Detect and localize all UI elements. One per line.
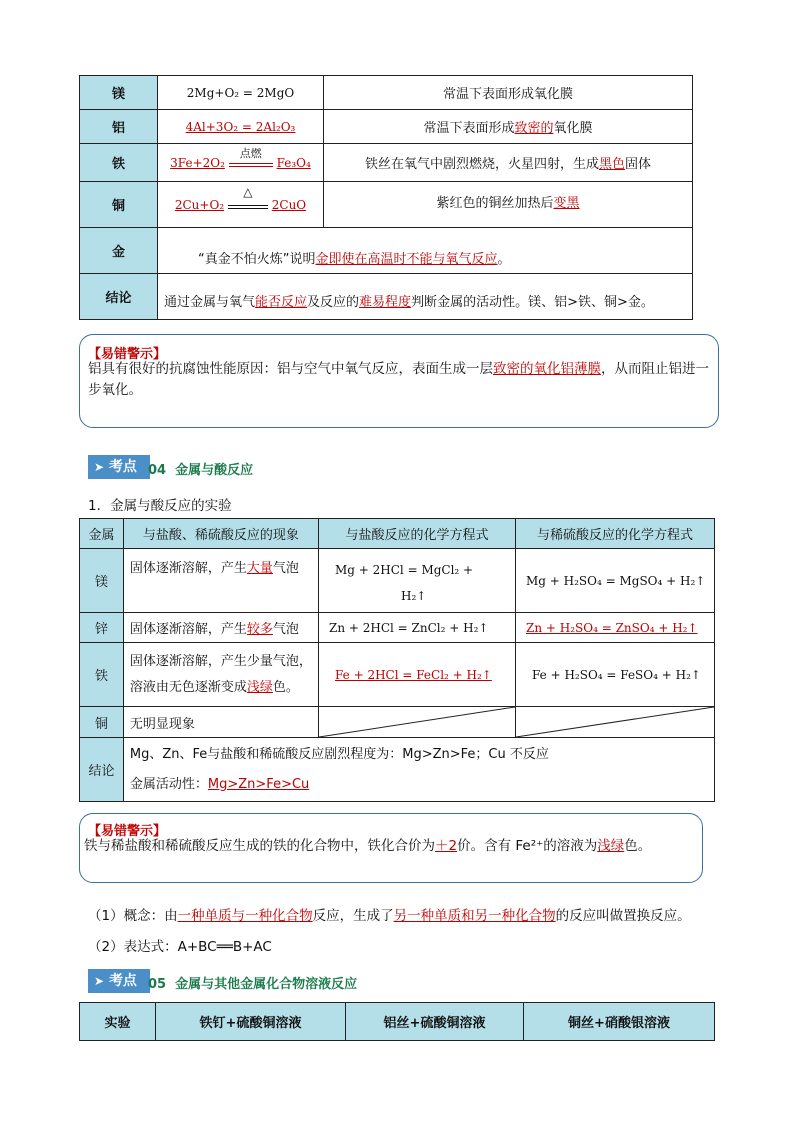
empty-diagonal-cell — [318, 707, 515, 738]
conclusion-label: 结论 — [80, 738, 124, 802]
warning-title: 【易错警示】 — [88, 824, 167, 839]
metal-oxygen-table — [79, 75, 693, 320]
phenomenon-cell: 无明显现象 — [123, 707, 318, 738]
empty-diagonal-cell — [516, 707, 715, 738]
concept-line: （1）概念：由一种单质与一种化合物反应，生成了另一种单质和另一种化合物的反应叫做置换反应。 — [88, 908, 691, 924]
phenomenon-cell: 铁丝在氧气中剧烈燃烧，火星四射，生成黑色固体 — [324, 144, 693, 182]
metal-cell: 金 — [80, 228, 158, 274]
hcl-equation: Mg + 2HCl = MgCl₂ + H₂↑ — [318, 549, 515, 613]
metal-cell: 铁 — [80, 144, 158, 182]
phenomenon-cell: 常温下表面形成致密的氧化膜 — [324, 110, 693, 144]
column-header: 与盐酸反应的化学方程式 — [318, 519, 515, 549]
column-header: 与盐酸、稀硫酸反应的现象 — [123, 519, 318, 549]
phenomenon-cell: 常温下表面形成氧化膜 — [324, 76, 693, 110]
table-row — [80, 228, 693, 274]
column-header: 铝丝+硫酸铜溶液 — [346, 1003, 524, 1041]
subheading: 1．金属与酸反应的实验 — [88, 498, 232, 514]
h2so4-equation: Fe + H₂SO₄ = FeSO₄ + H₂↑ — [516, 643, 715, 707]
metal-cell: 镁 — [80, 549, 124, 613]
conclusion-label: 结论 — [80, 274, 158, 320]
section-title: 05 金属与其他金属化合物溶液反应 — [148, 977, 358, 992]
conclusion-cell: Mg、Zn、Fe与盐酸和稀硫酸反应剧烈程度为：Mg>Zn>Fe；Cu 不反应 金属活动性：Mg>Zn>Fe>Cu — [123, 738, 714, 802]
metal-salt-table — [79, 1002, 715, 1041]
metal-cell: 铜 — [80, 707, 124, 738]
equation-text: 4Al+3O₂ = 2Al₂O₃ — [185, 119, 296, 134]
section-title: 04 金属与酸反应 — [148, 463, 254, 478]
column-header: 铁钉+硫酸铜溶液 — [156, 1003, 346, 1041]
metal-cell: 镁 — [80, 76, 158, 110]
hcl-equation: Zn + 2HCl = ZnCl₂ + H₂↑ — [318, 613, 515, 643]
metal-cell: 铝 — [80, 110, 158, 144]
equation-cell: 2Cu+O₂ △ 2CuO — [158, 182, 324, 228]
table-row — [80, 613, 715, 643]
equation-cell: 3Fe+2O₂ 点燃 Fe₃O₄ — [158, 144, 324, 182]
table-header-row — [80, 1003, 715, 1041]
metal-cell: 锌 — [80, 613, 124, 643]
metal-acid-table — [79, 518, 715, 802]
column-header: 金属 — [80, 519, 124, 549]
phenomenon-cell: 固体逐渐溶解，产生少量气泡， 溶液由无色逐渐变成浅绿色。 — [123, 643, 318, 707]
h2so4-equation: Zn + H₂SO₄ = ZnSO₄ + H₂↑ — [526, 620, 698, 635]
metal-cell: 铁 — [80, 643, 124, 707]
gold-note-cell: “真金不怕火炼”说明金即使在高温时不能与氧气反应。 — [158, 228, 693, 274]
metal-cell: 铜 — [80, 182, 158, 228]
warning-title: 【易错警示】 — [88, 347, 167, 362]
phenomenon-cell: 固体逐渐溶解，产生较多气泡 — [123, 613, 318, 643]
equation-cell: 2Mg+O₂ = 2MgO — [158, 76, 324, 110]
table-row — [80, 144, 693, 182]
table-row — [80, 707, 715, 738]
warning-body: 铝具有很好的抗腐蚀性能原因：铝与空气中氧气反应，表面生成一层致密的氧化铝薄膜，从而阻止铝进一步氧化。 — [88, 361, 709, 398]
table-row — [80, 110, 693, 144]
table-header-row — [80, 519, 715, 549]
section-badge: ➤ 考点 — [88, 969, 150, 993]
warning-body: 铁与稀盐酸和稀硫酸反应生成的铁的化合物中，铁化合价为＋2价。含有 Fe²⁺的溶液为浅绿色。 — [84, 838, 652, 854]
hcl-equation: Fe + 2HCl = FeCl₂ + H₂↑ — [334, 667, 492, 682]
warning-box — [79, 813, 703, 883]
column-header: 实验 — [80, 1003, 156, 1041]
table-row — [80, 274, 693, 320]
column-header: 与稀硫酸反应的化学方程式 — [516, 519, 715, 549]
section-badge: ➤ 考点 — [88, 455, 150, 479]
phenomenon-cell: 紫红色的铜丝加热后变黑 — [324, 182, 693, 228]
column-header: 铜丝+硝酸银溶液 — [524, 1003, 715, 1041]
warning-box — [79, 334, 719, 428]
table-row — [80, 549, 715, 613]
phenomenon-cell: 固体逐渐溶解，产生大量气泡 — [123, 549, 318, 613]
table-row — [80, 643, 715, 707]
h2so4-equation: Mg + H₂SO₄ = MgSO₄ + H₂↑ — [516, 549, 715, 613]
conclusion-cell: 通过金属与氧气能否反应及反应的难易程度判断金属的活动性。镁、铝>铁、铜>金。 — [158, 274, 693, 320]
table-row — [80, 738, 715, 802]
table-row — [80, 182, 693, 228]
expression-line: （2）表达式：A+BC══B+AC — [88, 939, 272, 955]
table-row — [80, 76, 693, 110]
